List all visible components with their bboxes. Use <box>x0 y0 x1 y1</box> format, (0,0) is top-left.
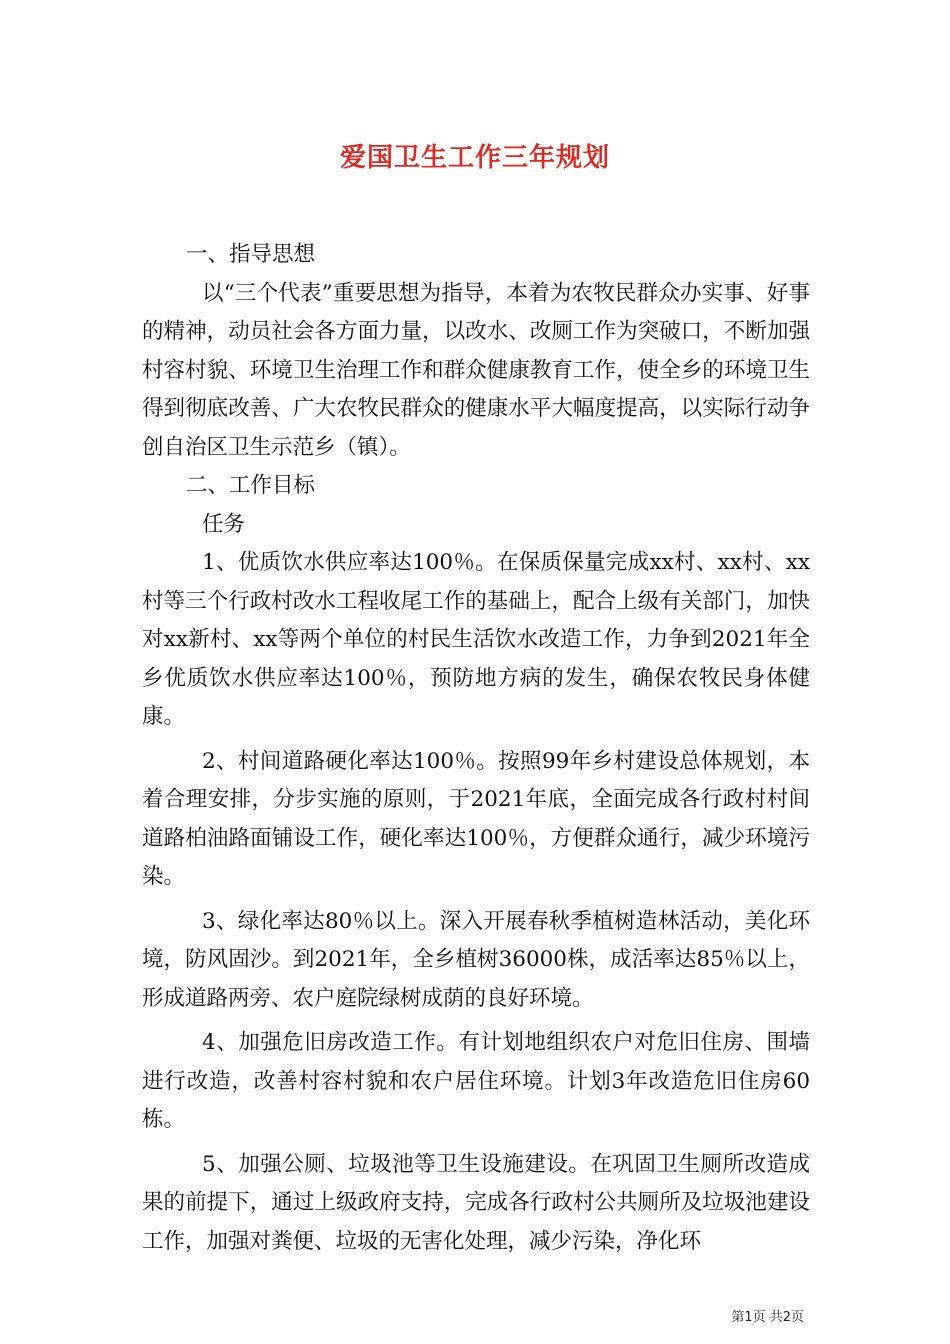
paragraph-item-2: 2、村间道路硬化率达100％。按照99年乡村建设总体规划，本着合理安排，分步实施的原则，于2021年底，全面完成各行政村村间道路柏油路面铺设工作，硬化率达100％，方便群众通行，减少环境污染。 <box>142 748 810 889</box>
paragraph-item-1: 1、优质饮水供应率达100％。在保质保量完成xx村、xx村、xx村等三个行政村改水工程收尾工作的基础上，配合上级有关部门，加快对xx新村、xx等两个单位的村民生活饮水改造工作，力争到2021年全乡优质饮水供应率达100％，预防地方病的发生，确保农牧民身体健康。 <box>142 550 810 729</box>
paragraph-guiding: 以“三个代表”重要思想为指导，本着为农牧民群众办实事、好事的精神，动员社会各方面力量，以改水、改厕工作为突破口，不断加强村容村貌、环境卫生治理工作和群众健康教育工作，使全乡的环境卫生得到彻底改善、广大农牧民群众的健康水平大幅度提高，以实际行动争创自治区卫生示范乡（镇）。 <box>142 280 810 460</box>
paragraph-item-4: 4、加强危旧房改造工作。有计划地组织农户对危旧住房、围墙进行改造，改善村容村貌和农户居住环境。计划3年改造危旧住房60栋。 <box>142 1030 810 1132</box>
paragraph-item-3: 3、绿化率达80％以上。深入开展春秋季植树造林活动，美化环境，防风固沙。到2021年，全乡植树36000株，成活率达85％以上，形成道路两旁、农户庭院绿树成荫的良好环境。 <box>142 908 810 1011</box>
document-title: 爱国卫生工作三年规划 <box>339 143 610 173</box>
document-body <box>142 236 810 1261</box>
section-heading-guiding: 一、指导思想 <box>186 242 316 267</box>
section-heading-goals: 二、工作目标 <box>186 473 316 498</box>
paragraph-task-label: 任务 <box>202 511 246 537</box>
page-number-footer: 第1页 共2页 <box>731 1310 804 1325</box>
paragraph-item-5: 5、加强公厕、垃圾池等卫生设施建设。在巩固卫生厕所改造成果的前提下，通过上级政府支持，完成各行政村公共厕所及垃圾池建设工作，加强对粪便、垃圾的无害化处理，减少污染，净化环 <box>142 1151 810 1254</box>
